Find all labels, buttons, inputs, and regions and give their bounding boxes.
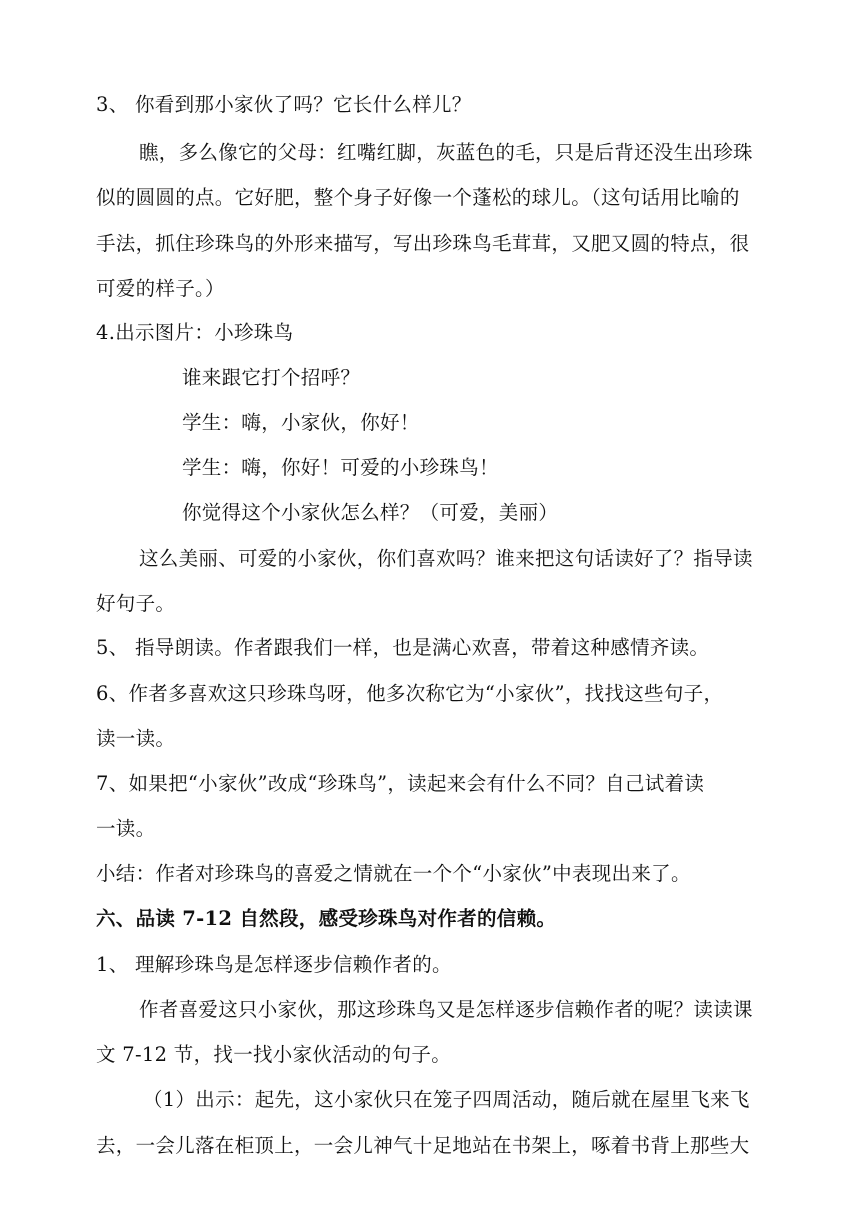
- excerpt-line: （1）出示：起先，这小家伙只在笼子四周活动，随后就在屋里飞来飞: [143, 1088, 750, 1111]
- paragraph-line: 似的圆圆的点。它好肥，整个身子好像一个蓬松的球儿。（这句话用比喻的: [96, 186, 740, 209]
- section-heading-6: 六、品读 7-12 自然段，感受珍珠鸟对作者的信赖。: [96, 907, 557, 930]
- paragraph-line: 一读。: [96, 817, 156, 840]
- paragraph-line: 手法，抓住珍珠鸟的外形来描写，写出珍珠鸟毛茸茸，又肥又圆的特点，很: [96, 232, 750, 255]
- paragraph-line: 好句子。: [96, 592, 176, 615]
- step-5: 5、 指导朗读。作者跟我们一样，也是满心欢喜，带着这种感情齐读。: [96, 636, 710, 659]
- step-7: 7、如果把“小家伙”改成“珍珠鸟”，读起来会有什么不同？自己试着读: [96, 772, 705, 795]
- paragraph-line: 作者喜爱这只小家伙，那这珍珠鸟又是怎样逐步信赖作者的呢？读读课: [139, 998, 753, 1021]
- excerpt-line: 去，一会儿落在柜顶上，一会儿神气十足地站在书架上，啄着书背上那些大: [96, 1134, 750, 1157]
- item-1: 1、 理解珍珠鸟是怎样逐步信赖作者的。: [96, 953, 452, 976]
- dialogue-line: 你觉得这个小家伙怎么样？（可爱，美丽）: [182, 501, 559, 524]
- step-4-heading: 4.出示图片：小珍珠鸟: [96, 321, 294, 344]
- dialogue-line: 谁来跟它打个招呼？: [182, 366, 361, 389]
- paragraph-line: 瞧，多么像它的父母：红嘴红脚，灰蓝色的毛，只是后背还没生出珍珠: [139, 141, 753, 164]
- question-3: 3、 你看到那小家伙了吗？它长什么样儿？: [96, 93, 472, 116]
- summary: 小结：作者对珍珠鸟的喜爱之情就在一个个“小家伙”中表现出来了。: [96, 862, 691, 885]
- dialogue-line: 学生：嗨，小家伙，你好！: [182, 411, 420, 434]
- paragraph-line: 文 7-12 节，找一找小家伙活动的句子。: [96, 1043, 452, 1066]
- step-6: 6、作者多喜欢这只珍珠鸟呀，他多次称它为“小家伙”，找找这些句子，: [96, 682, 724, 705]
- paragraph-line: 读一读。: [96, 727, 176, 750]
- dialogue-line: 学生：嗨，你好！可爱的小珍珠鸟！: [182, 456, 499, 479]
- paragraph-line: 可爱的样子。）: [96, 277, 225, 300]
- paragraph-line: 这么美丽、可爱的小家伙，你们喜欢吗？谁来把这句话读好了？指导读: [139, 547, 753, 570]
